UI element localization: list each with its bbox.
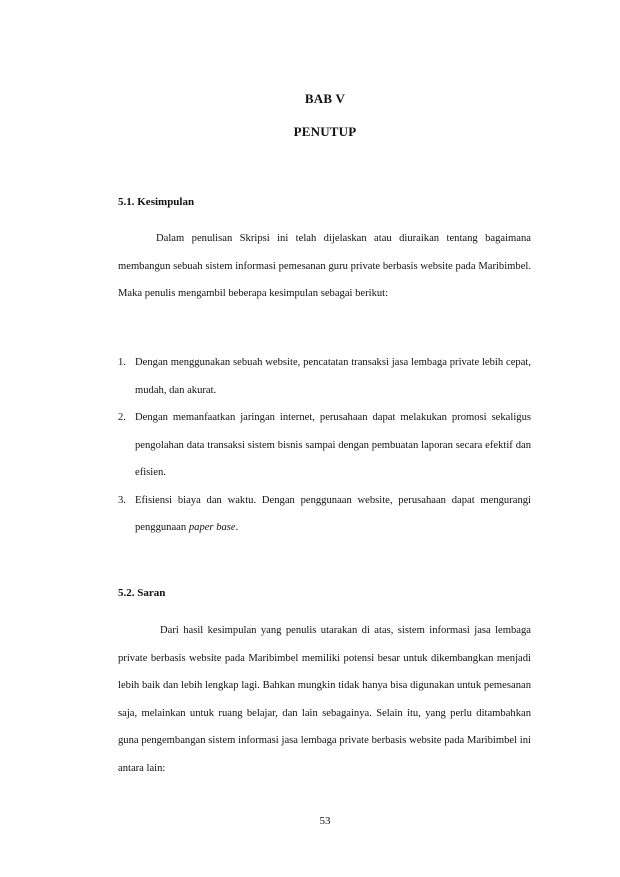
list-item-emphasis: paper base <box>188 522 236 533</box>
list-item-number: 1. <box>118 357 126 368</box>
list-item-suffix: . <box>235 522 239 533</box>
chapter-number: BAB V <box>304 91 346 106</box>
list-item-text: Efisiensi biaya dan waktu. Dengan penggunaan website, perusahaan dapat mengurangi penggunaan <box>135 494 531 533</box>
list-item-text: Dengan memanfaatkan jaringan internet, perusahaan dapat melakukan promosi sekaligus pengolahan data transaksi sistem bisnis sampai dengan pembuatan laporan secara efektif dan efisien. <box>135 412 531 478</box>
list-item-number: 2. <box>118 412 126 423</box>
page-number: 53 <box>319 815 331 827</box>
list-item <box>118 404 531 487</box>
chapter-title: PENUTUP <box>293 124 357 139</box>
conclusion-list <box>118 349 531 542</box>
list-item-number: 3. <box>118 494 126 506</box>
list-item <box>118 487 531 542</box>
section-heading-saran: 5.2. Saran <box>118 587 166 599</box>
list-item <box>118 349 531 404</box>
section-heading-kesimpulan: 5.1. Kesimpulan <box>118 196 195 208</box>
list-item-text: Dengan menggunakan sebuah website, pencatatan transaksi jasa lembaga private lebih cepat, mudah, dan akurat. <box>135 357 531 396</box>
paragraph-saran: Dari hasil kesimpulan yang penulis utarakan di atas, sistem informasi jasa lembaga private berbasis website pada Maribimbel memiliki potensi besar untuk dikembangkan menjadi lebih baik dan lebih lengkap lagi. Bahkan mungkin tidak hanya bisa digunakan untuk pemesanan saja, melainkan untuk ruang belajar, dan lain sebagainya. Selain itu, yang perlu ditambahkan guna pengembangan sistem informasi jasa lembaga private berbasis website pada Maribimbel ini antara lain: <box>118 625 531 774</box>
paragraph-kesimpulan: Dalam penulisan Skripsi ini telah dijelaskan atau diuraikan tentang bagaimana membangun sebuah sistem informasi pemesanan guru private berbasis website pada Maribimbel. Maka penulis mengambil beberapa kesimpulan sebagai berikut: <box>118 233 531 299</box>
